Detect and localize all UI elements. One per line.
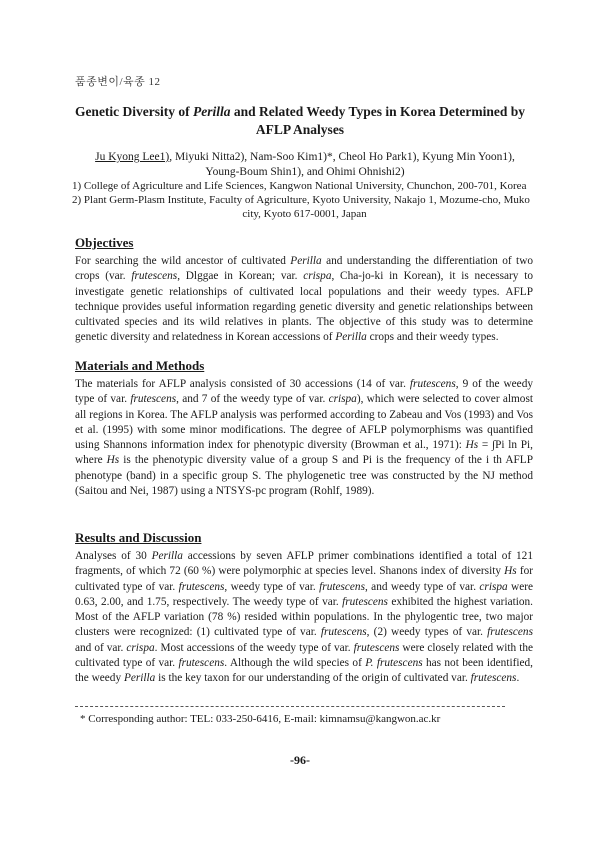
footnote-divider (75, 706, 505, 707)
objectives-section (75, 235, 533, 346)
session-header: 품종변이/육종 12 (75, 76, 161, 88)
author-list: Ju Kyong Lee1), Miyuki Nitta2), Nam-Soo Kim1)*, Cheol Ho Park1), Kyung Min Yoon1), Young-Boum Shin1), and Ohimi Ohnishi2) (95, 151, 515, 178)
section-heading: Results and Discussion (75, 530, 202, 545)
methods-text: The materials for AFLP analysis consisted of 30 accessions (14 of var. frutescens, 9 of the weedy type of var. frutescens, and 7 of the weedy type of var. crispa), which were selected to cover almost all regions in Korea. The AFLP analysis was performed according to Zabeau and Vos (1993) and Vos et al. (1995) with some minor modifications. The degree of AFLP polymorphisms was quantified using Shannons information index for phenotypic diversity (Browman et al., 1971): Hs = ∫Pi ln Pi, where Hs is the phenotypic diversity value of a group S and Pi is the frequency of the i th AFLP phenotype (band) in a specific group S. The phylogenetic tree was constructed by the NJ method (Saitou and Nei, 1987) using a NTSYS-pc program (Rohlf, 1989). (75, 378, 533, 498)
results-text: Analyses of 30 Perilla accessions by seven AFLP primer combinations identified a total of 121 fragments, of which 72 (60 %) were polymorphic at species level. Shanons index of diversity Hs for cultivated type of var. frutescens, weedy type of var. frutescens, and weedy type of var. crispa were 0.63, 2.00, and 1.75, respectively. The weedy type of var. frutescens exhibited the highest variation. Most of the AFLP variation (78 %) resided within populations. In the phylogentic tree, two major clusters were recognized: (1) cultivated type of var. frutescens, (2) weedy types of var. frutescens and of var. crispa. Most accessions of the weedy type of var. frutescens were closely related with the cultivated type of var. frutescens. Although the wild species of P. frutescens has not been identified, the weedy Perilla is the key taxon for our understanding of the origin of cultivated var. frutescens. (75, 550, 533, 685)
page-number: -96- (290, 753, 310, 767)
corresponding-author-footnote: * Corresponding author: TEL: 033-250-6416, E-mail: kimnamsu@kangwon.ac.kr (80, 713, 441, 725)
section-heading: Materials and Methods (75, 358, 205, 373)
affiliation-1: 1) College of Agriculture and Life Sciences, Kangwon National University, Chunchon, 200-701, Korea (72, 180, 527, 192)
methods-section (75, 358, 533, 499)
section-heading: Objectives (75, 235, 134, 250)
paper-title: Genetic Diversity of Perilla and Related Weedy Types in Korea Determined by AFLP Analyses (74, 104, 526, 137)
results-section (75, 530, 533, 687)
objectives-text: For searching the wild ancestor of cultivated Perilla and understanding the differentiation of two crops (var. frutescens, Dlggae in Korean; var. crispa, Cha-jo-ki in Korean), it is necessary to investigate genetic relationships of cultivated local populations and their weedy types. AFLP technique provides useful information regarding genetic diversity and genetic relationships between cultivated species and its wild relatives in plants. The objective of this study was to determine genetic diversity and relatedness in Korean accessions of Perilla crops and their weedy types. (75, 255, 533, 344)
affiliation-2: 2) Plant Germ-Plasm Institute, Faculty of Agriculture, Kyoto University, Nakajo 1, Mozume-cho, Muko city, Kyoto 617-0001, Japan (72, 194, 530, 220)
presenting-author: Ju Kyong Lee1) (95, 151, 170, 163)
affiliations (72, 179, 537, 221)
